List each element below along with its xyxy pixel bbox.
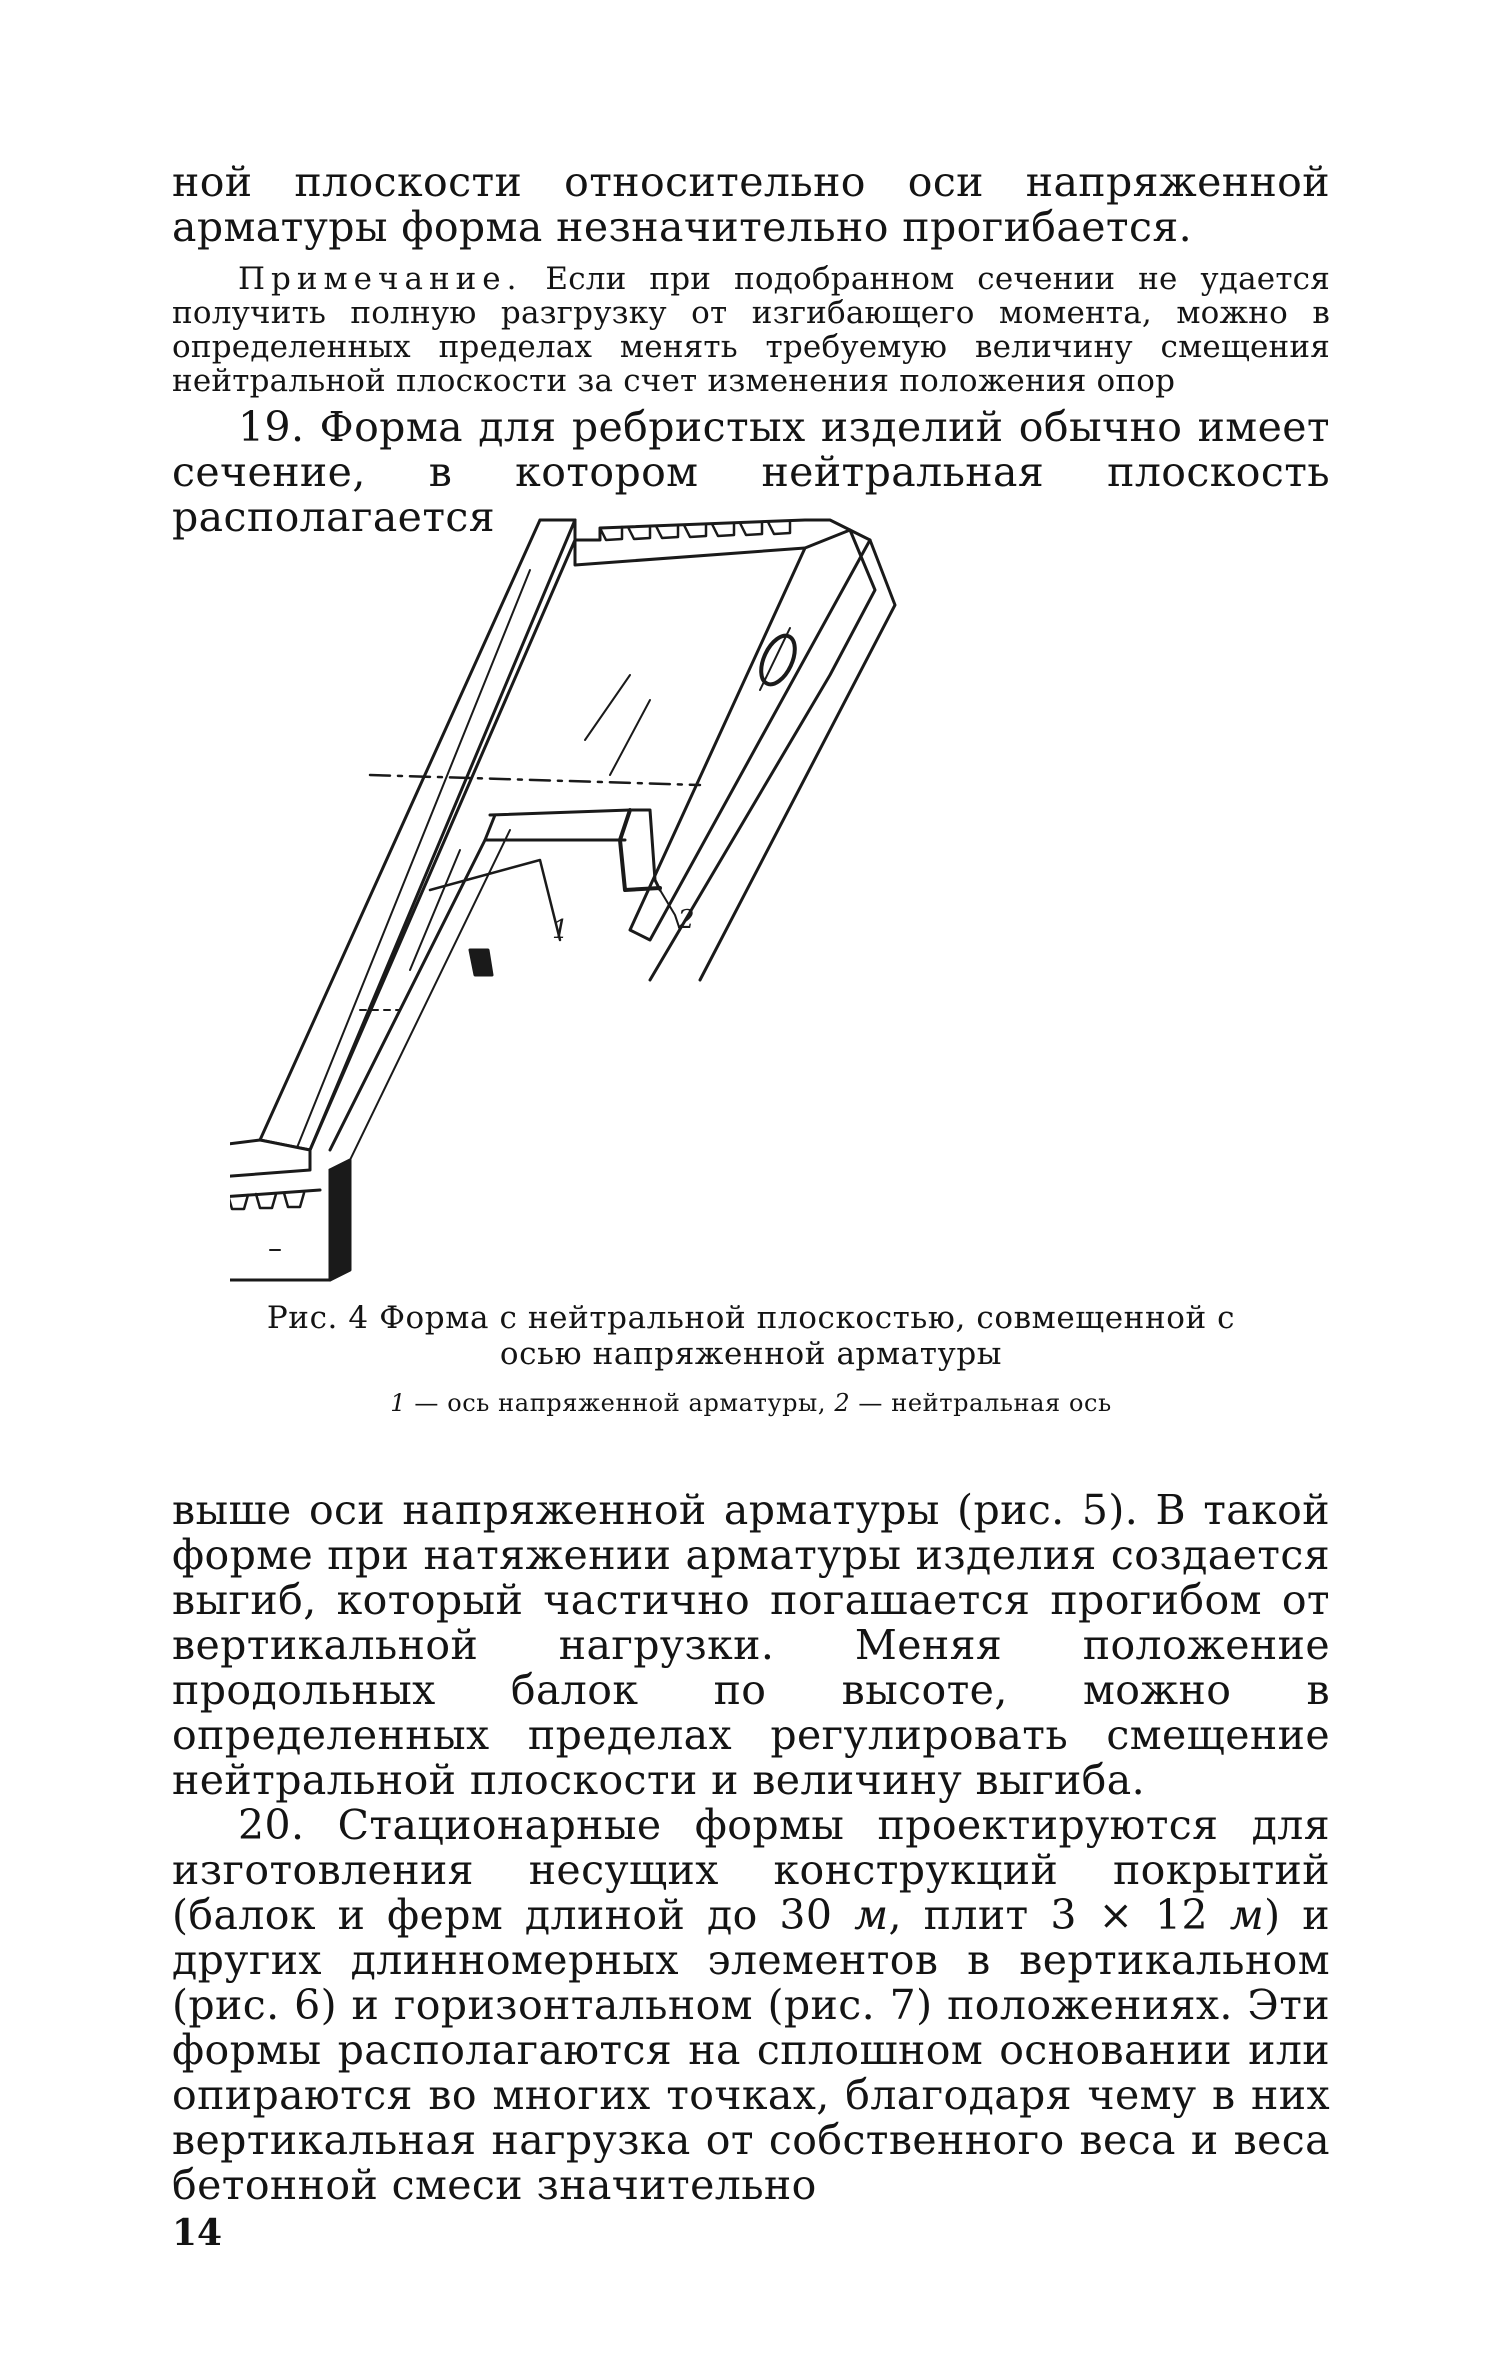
paragraph-20-part-3: ) и других длинномерных элементов в вертикальном (рис. 6) и горизонтальном (рис. 7) положениях. Эти формы располагаются на сплошном основании или опираются во многих точках, благодаря чему в них вертикальная нагрузка от собственного веса и веса бетонной смеси значительно bbox=[172, 1891, 1330, 2209]
paragraph-19: 19. Форма для ребристых изделий обычно имеет сечение, в котором нейтральная плоскость располагается bbox=[172, 403, 1330, 541]
figure-4-drawing bbox=[230, 510, 1270, 1290]
unit-m-1: м bbox=[854, 1891, 889, 1939]
legend-number-2: 2 bbox=[834, 1389, 851, 1417]
caption-line-1: Рис. 4 Форма с нейтральной плоскостью, совмещенной с bbox=[266, 1300, 1236, 1336]
paragraph-20 bbox=[172, 1803, 1330, 2208]
paragraph-continued: выше оси напряженной арматуры (рис. 5). В такой форме при натяжении арматуры изделия создается выгиб, который частично погашается прогибом от вертикальной нагрузки. Меняя положение продольных балок по высоте, можно в определенных пределах регулировать смещение нейтральной плоскости и величину выгиба. bbox=[172, 1486, 1330, 1804]
unit-m-2: м bbox=[1229, 1891, 1265, 1939]
note-text: Если при подобранном сечении не удается получить полную разгрузку от изгибающего момента, можно в определенных пределах менять требуемую величину смещения нейтральной плоскости за счет изменения положения опор bbox=[172, 261, 1330, 399]
text-main bbox=[172, 1488, 1330, 2208]
legend-text-1: — ось напряженной арматуры, bbox=[406, 1389, 835, 1417]
paragraph-20-part-2: , плит 3 × 12 bbox=[888, 1891, 1230, 1939]
text-top bbox=[172, 160, 1330, 250]
figure-label-1: 1 bbox=[552, 915, 569, 945]
figure-label-2: 2 bbox=[678, 905, 695, 935]
legend-number-1: 1 bbox=[390, 1389, 407, 1417]
note-block bbox=[172, 262, 1330, 398]
page-number: 14 bbox=[172, 2212, 223, 2254]
caption-line-2: осью напряженной арматуры bbox=[499, 1336, 1003, 1372]
figure-legend bbox=[172, 1388, 1330, 1418]
legend-text-2: — нейтральная ось bbox=[850, 1389, 1112, 1417]
figure-caption bbox=[172, 1300, 1330, 1372]
note-label: Примечание. bbox=[238, 261, 523, 297]
paragraph-top: ной плоскости относительно оси напряженной арматуры форма незначительно прогибается. bbox=[172, 158, 1330, 251]
paragraph-20-part-1: 20. Стационарные формы проектируются для изготовления несущих конструкций покрытий (балок и ферм длиной до 30 bbox=[172, 1801, 1330, 1939]
